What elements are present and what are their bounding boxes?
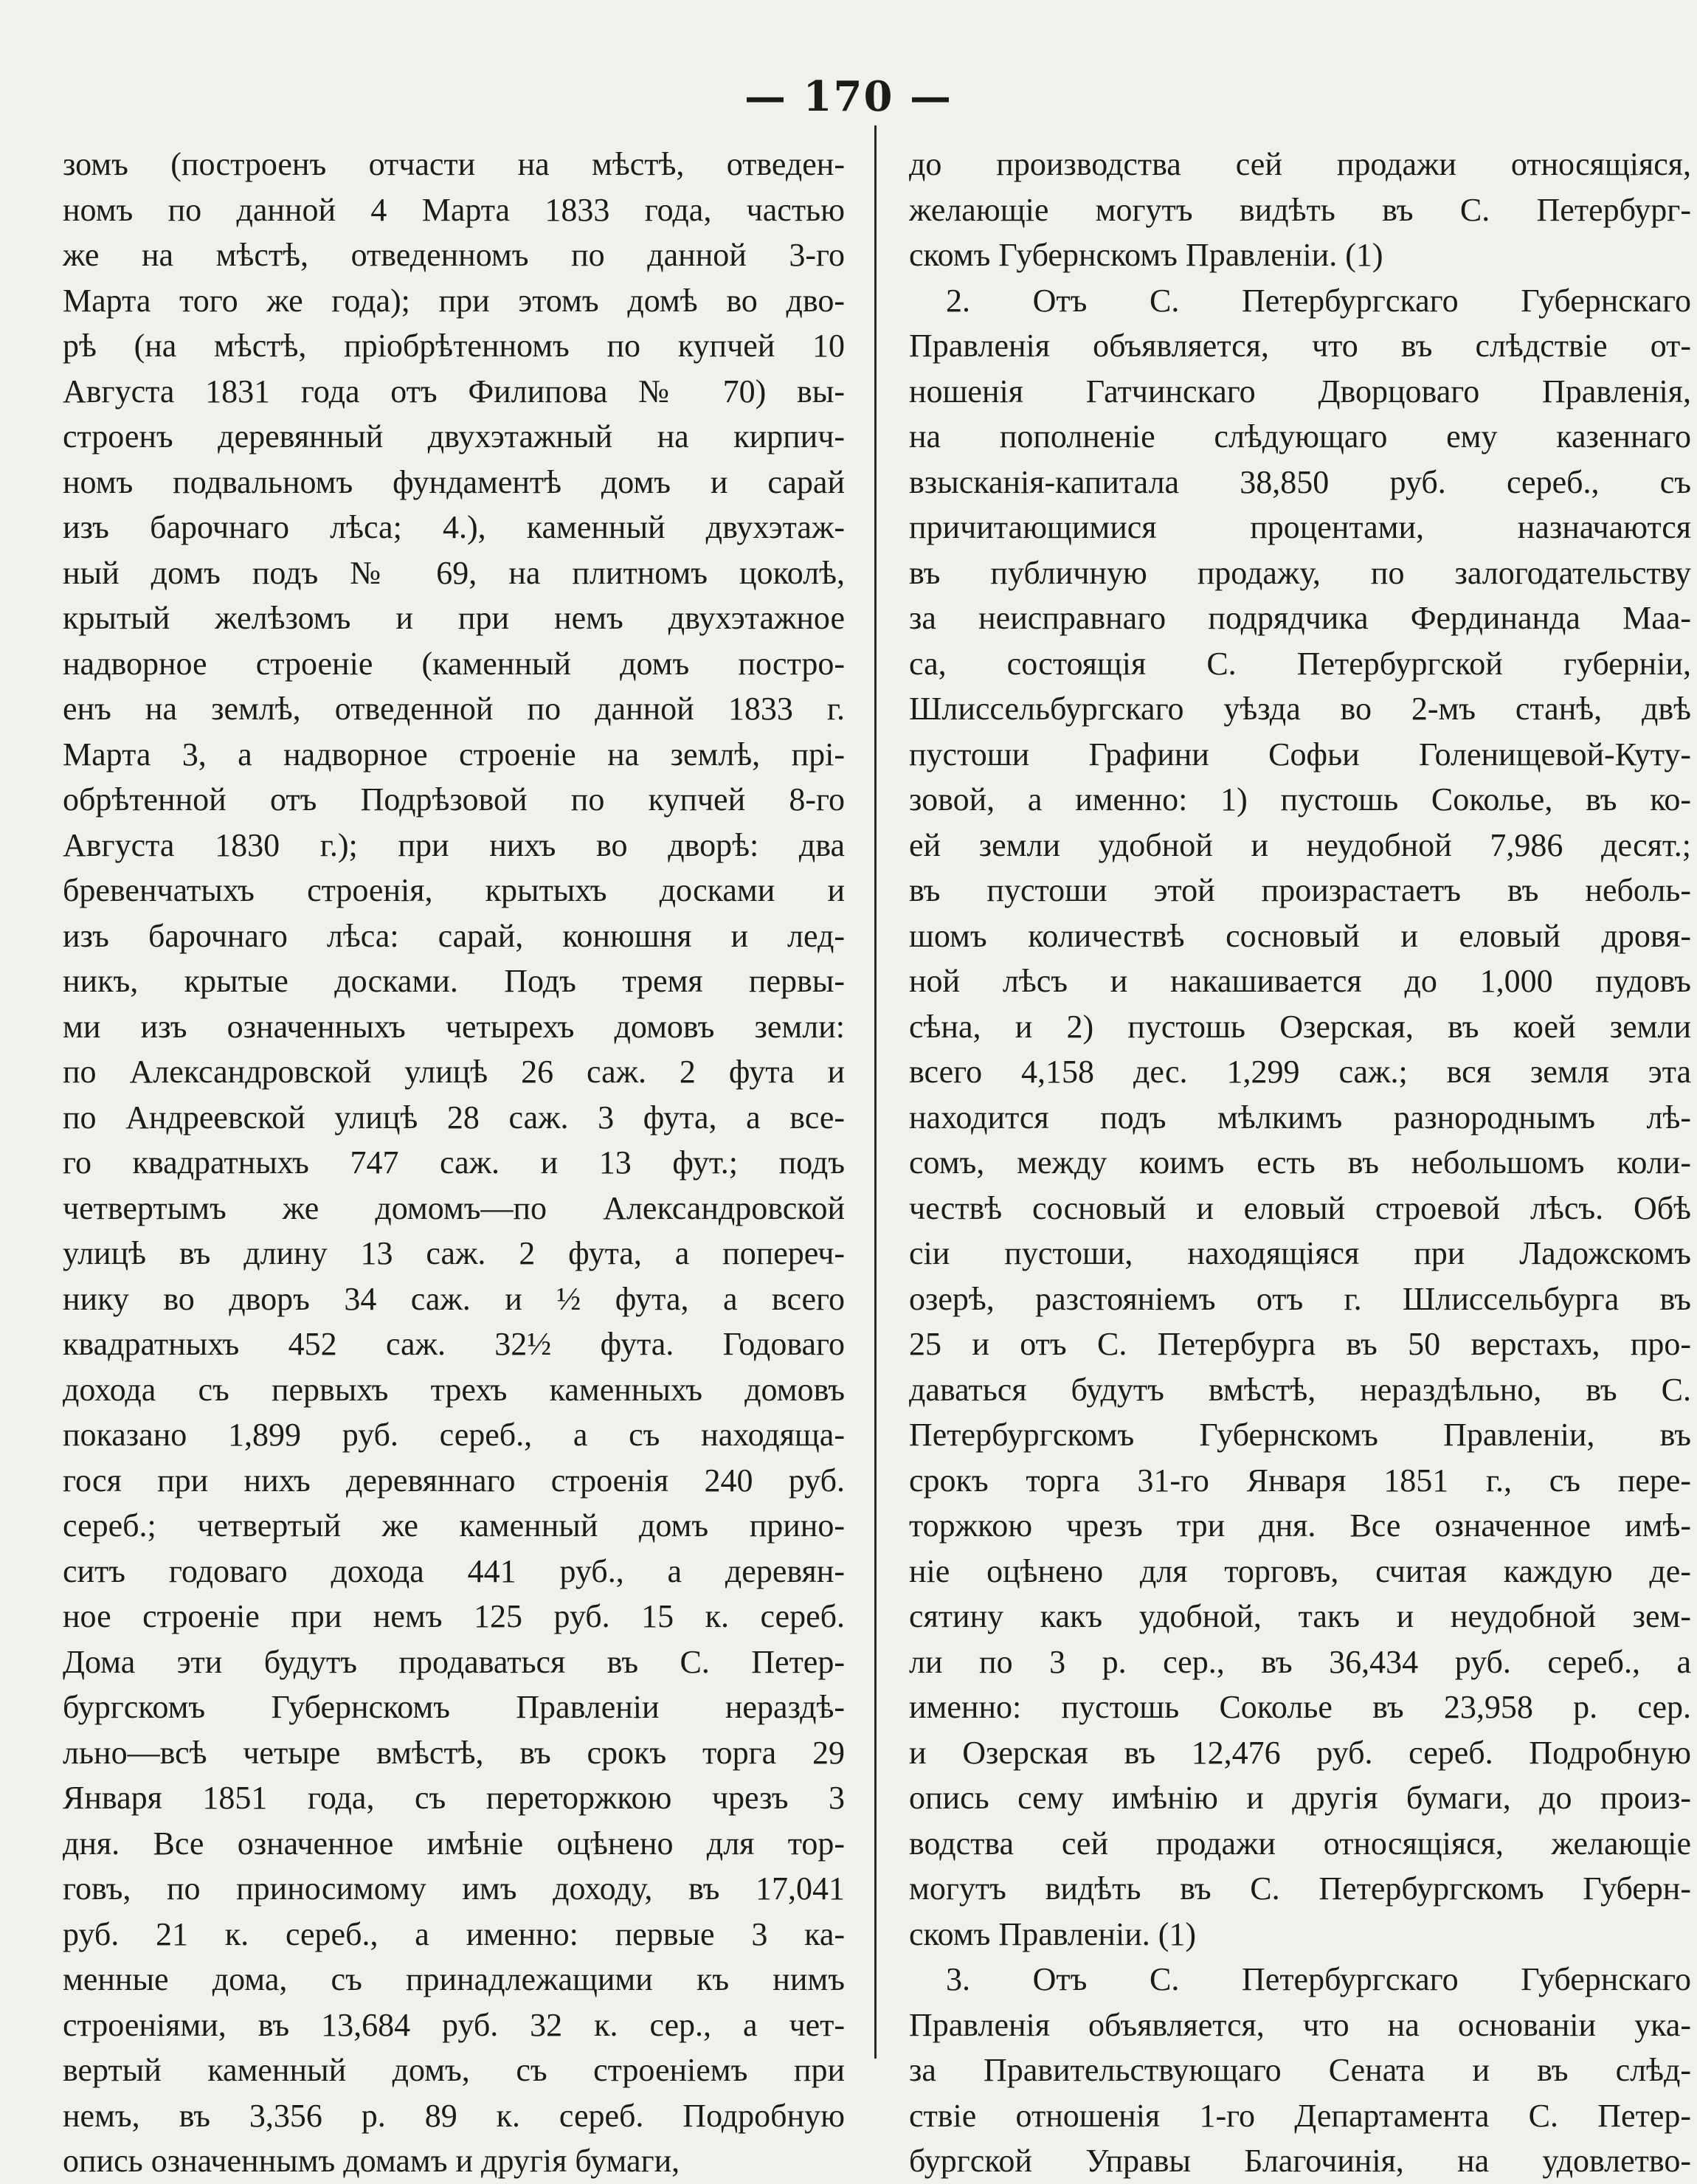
text-line: до производства сей продажи относящіяся, [909,146,1691,182]
text-line: номъ по данной 4 Марта 1833 года, частью [63,191,845,228]
text-line: ніе оцѣнено для торговъ, считая каждую де- [909,1552,1691,1589]
text-line: ей земли удобной и неудобной 7,986 десят.; [909,826,1691,863]
text-line: енъ на землѣ, отведенной по данной 1833 г. [63,691,845,727]
text-line: строеніями, въ 13,684 руб. 32 к. сер., а чет- [63,2006,845,2043]
text-line: строенъ деревянный двухэтажный на кирпич- [63,418,845,455]
text-line: обрѣтенной отъ Подрѣзовой по купчей 8-го [63,781,845,818]
text-line: же на мѣстѣ, отведенномъ по данной 3-го [63,237,845,273]
text-line: изъ барочнаго лѣса: сарай, конюшня и лед- [63,917,845,954]
text-line: бревенчатыхъ строенія, крытыхъ досками и [63,872,845,908]
text-line: никъ, крытые досками. Подъ тремя первы- [63,963,845,999]
text-line: зомъ (построенъ отчасти на мѣстѣ, отведен- [63,146,845,182]
page-number: — 170 — [744,72,953,121]
text-line: показано 1,899 руб. сереб., а съ находяща- [63,1417,845,1453]
text-line: льно—всѣ четыре вмѣстѣ, въ срокъ торга 29 [63,1734,845,1771]
text-line: на пополненіе слѣдующаго ему казеннаго [909,418,1691,455]
text-line: опись означеннымъ домамъ и другія бумаги, [63,2143,680,2179]
text-line: Января 1851 года, съ переторжкою чрезъ 3 [63,1780,845,1816]
text-line: по Александровской улицѣ 26 саж. 2 фута и [63,1054,845,1090]
text-line: Дома эти будутъ продаваться въ С. Петер- [63,1643,845,1680]
text-line: вертый каменный домъ, съ строеніемъ при [63,2052,845,2088]
text-line: ми изъ означенныхъ четырехъ домовъ земли: [63,1008,845,1045]
text-line: за неисправнаго подрядчика Фердинанда Маа- [909,600,1691,636]
text-line: Петербургскомъ Губернскомъ Правленіи, въ [909,1417,1691,1453]
text-line: сіи пустоши, находящіяся при Ладожскомъ [909,1235,1691,1271]
text-line: находится подъ мѣлкимъ разнороднымъ лѣ- [909,1099,1691,1136]
text-line: водства сей продажи относящіяся, желающіе [909,1825,1691,1862]
text-line: са, состоящія С. Петербургской губерніи, [909,645,1691,682]
text-line: улицѣ въ длину 13 саж. 2 фута, а попереч- [63,1235,845,1271]
text-line: шомъ количествѣ сосновый и еловый дровя- [909,917,1691,954]
text-line: сѣна, и 2) пустошь Озерская, въ коей земли [909,1008,1691,1045]
text-line: сереб.; четвертый же каменный домъ прино- [63,1507,845,1544]
text-line: торжкою чрезъ три дня. Все означенное имѣ- [909,1507,1691,1544]
text-line: ли по 3 р. сер., въ 36,434 руб. сереб., а [909,1643,1691,1680]
text-line: гося при нихъ деревяннаго строенія 240 руб. [63,1462,845,1499]
text-line: Шлиссельбургскаго уѣзда во 2-мъ станѣ, двѣ [909,691,1691,727]
text-line: даваться будутъ вмѣстѣ, нераздѣльно, въ С. [909,1371,1691,1408]
text-line: руб. 21 к. сереб., а именно: первые 3 ка- [63,1915,845,1952]
text-line: и Озерская въ 12,476 руб. сереб. Подробную [909,1734,1691,1771]
text-line: чествѣ сосновый и еловый строевой лѣсъ. Обѣ [909,1189,1691,1226]
text-line: немъ, въ 3,356 р. 89 к. сереб. Подробную [63,2097,845,2134]
text-line: всего 4,158 дес. 1,299 саж.; вся земля эта [909,1054,1691,1090]
text-line: Марта 3, а надворное строеніе на землѣ, прі- [63,736,845,773]
text-line: говъ, по приносимому имъ доходу, въ 17,041 [63,1870,845,1907]
column-divider [874,125,877,2059]
text-line: срокъ торга 31-го Января 1851 г., съ пере- [909,1462,1691,1499]
text-line: сятину какъ удобной, такъ и неудобной зем- [909,1598,1691,1634]
text-line: ношенія Гатчинскаго Дворцоваго Правленія, [909,373,1691,410]
text-line: Августа 1831 года отъ Филипова № 70) вы- [63,373,845,410]
text-line: четвертымъ же домомъ—по Александровской [63,1189,845,1226]
text-line: въ пустоши этой произрастаетъ въ неболь- [909,872,1691,908]
right-column [909,142,1691,2184]
text-line: ситъ годоваго дохода 441 руб., а деревян- [63,1552,845,1589]
text-line: рѣ (на мѣстѣ, пріобрѣтенномъ по купчей 10 [63,328,845,364]
text-line: изъ барочнаго лѣса; 4.), каменный двухэтаж- [63,509,845,545]
text-line: озерѣ, разстояніемъ отъ г. Шлиссельбурга въ [909,1280,1691,1317]
text-line: дохода съ первыхъ трехъ каменныхъ домовъ [63,1371,845,1408]
text-line: номъ подвальномъ фундаментѣ домъ и сарай [63,463,845,500]
text-line: за Правительствующаго Сената и въ слѣд- [909,2052,1691,2088]
text-line: въ публичную продажу, по залогодательству [909,554,1691,591]
text-line: Правленія объявляется, что на основаніи ука- [909,2006,1691,2043]
text-line: крытый желѣзомъ и при немъ двухэтажное [63,600,845,636]
text-line: Правленія объявляется, что въ слѣдствіе от- [909,328,1691,364]
text-line: ствіе отношенія 1-го Департамента С. Петер- [909,2097,1691,2134]
text-line: го квадратныхъ 747 саж. и 13 фут.; подъ [63,1144,845,1181]
text-line: ной лѣсъ и накашивается до 1,000 пудовъ [909,963,1691,999]
text-line: дня. Все означенное имѣніе оцѣнено для тор- [63,1825,845,1862]
text-line: 3. Отъ С. Петербургскаго Губернскаго [946,1961,1691,1997]
text-line: зовой, а именно: 1) пустошь Соколье, въ ко- [909,781,1691,818]
text-line: бургской Управы Благочинія, на удовлетво- [909,2143,1691,2179]
text-line: бургскомъ Губернскомъ Правленіи нераздѣ- [63,1689,845,1725]
text-line: могутъ видѣть въ С. Петербургскомъ Губерн- [909,1870,1691,1907]
text-line: нику во дворъ 34 саж. и ½ фута, а всего [63,1280,845,1317]
text-line: ный домъ подъ № 69, на плитномъ цоколѣ, [63,554,845,591]
text-line: квадратныхъ 452 саж. 32½ фута. Годоваго [63,1326,845,1362]
text-line: скомъ Правленіи. (1) [909,1915,1197,1952]
text-line: желающіе могутъ видѣть въ С. Петербург- [909,191,1691,228]
text-line: пустоши Графини Софьи Голенищевой-Куту- [909,736,1691,773]
text-line: 25 и отъ С. Петербурга въ 50 верстахъ, про- [909,1326,1691,1362]
text-line: Августа 1830 г.); при нихъ во дворѣ: два [63,826,845,863]
text-line: причитающимися процентами, назначаются [909,509,1691,545]
text-line: сомъ, между коимъ есть въ небольшомъ коли- [909,1144,1691,1181]
text-line: Марта того же года); при этомъ домѣ во дво- [63,282,845,319]
text-line: 2. Отъ С. Петербургскаго Губернскаго [946,282,1691,319]
text-line: опись сему имѣнію и другія бумаги, до произ- [909,1780,1691,1816]
text-line: менные дома, съ принадлежащими къ нимъ [63,1961,845,1997]
left-column [63,142,845,2184]
text-line: взысканія-капитала 38,850 руб. сереб., съ [909,463,1691,500]
text-line: именно: пустошь Соколье въ 23,958 р. сер. [909,1689,1691,1725]
text-line: по Андреевской улицѣ 28 саж. 3 фута, а все- [63,1099,845,1136]
text-line: скомъ Губернскомъ Правленіи. (1) [909,237,1383,273]
text-line: ное строеніе при немъ 125 руб. 15 к. сереб. [63,1598,845,1634]
text-line: надворное строеніе (каменный домъ постро- [63,645,845,682]
